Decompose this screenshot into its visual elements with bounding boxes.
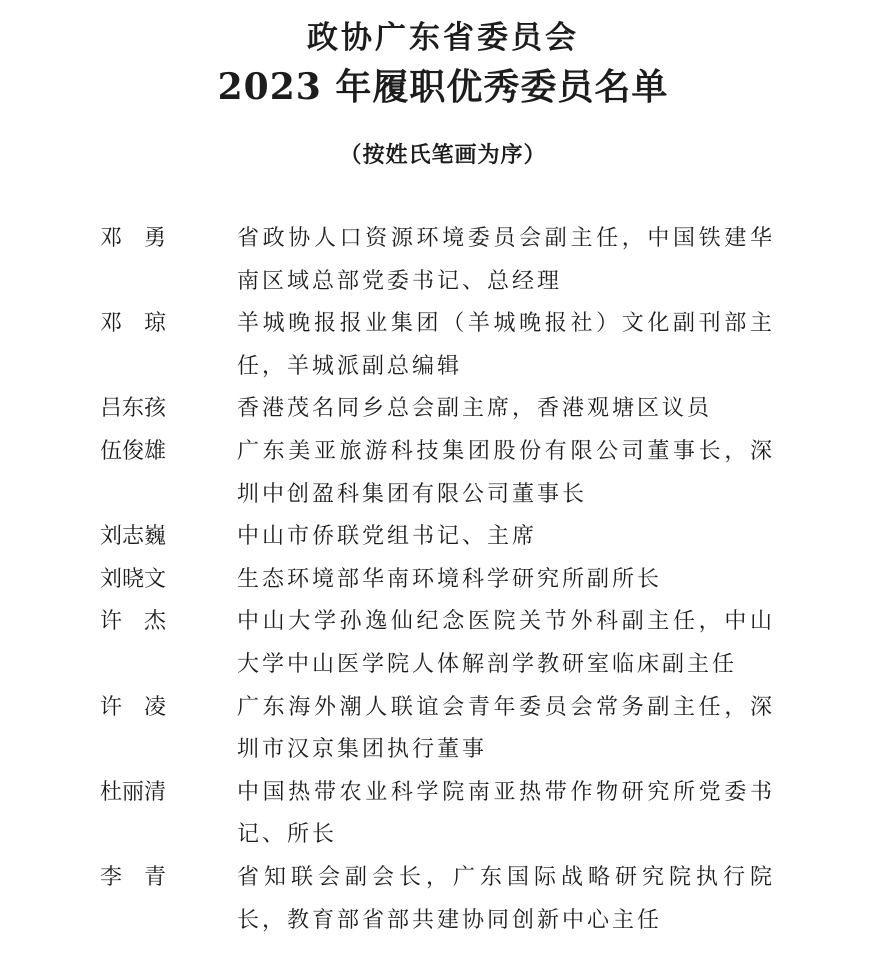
member-description: 省知联会副会长，广东国际战略研究院执行院长，教育部省部共建协同创新中心主任 — [237, 864, 775, 933]
member-name: 刘晓文 — [100, 566, 167, 592]
member-entry — [100, 388, 775, 431]
member-name: 许 凌 — [100, 694, 167, 720]
member-description: 中山市侨联党组书记、主席 — [237, 524, 538, 550]
member-entry — [100, 559, 775, 602]
member-description: 广东海外潮人联谊会青年委员会常务副主任，深圳市汉京集团执行董事 — [237, 694, 775, 763]
member-entry — [100, 303, 775, 388]
member-description: 中国热带农业科学院南亚热带作物研究所党委书记、所长 — [237, 779, 775, 848]
member-description: 生态环境部华南环境科学研究所副所长 — [237, 566, 663, 592]
member-name: 邓 勇 — [100, 226, 167, 251]
member-entry — [100, 601, 775, 686]
member-entry — [100, 687, 775, 772]
member-description: 省政协人口资源环境委员会副主任，中国铁建华南区域总部党委书记、总经理 — [237, 226, 775, 294]
document-subtitle: （按姓氏笔画为序） — [339, 142, 547, 168]
member-name: 杜丽清 — [100, 779, 167, 805]
member-name: 吕东孩 — [100, 396, 167, 422]
member-description: 中山大学孙逸仙纪念医院关节外科副主任，中山大学中山医学院人体解剖学教研室临床副主任 — [237, 609, 775, 677]
member-entry — [100, 857, 775, 942]
member-name: 许 杰 — [100, 609, 167, 635]
member-name: 李 青 — [100, 864, 167, 890]
member-description: 羊城晚报报业集团（羊城晚报社）文化副刊部主任，羊城派副总编辑 — [237, 311, 775, 379]
member-list — [100, 218, 775, 942]
member-description: 广东美亚旅游科技集团股份有限公司董事长，深圳中创盈科集团有限公司董事长 — [237, 438, 775, 507]
document-page — [0, 20, 886, 969]
member-entry — [100, 218, 775, 303]
member-name: 邓 琼 — [100, 311, 167, 337]
member-name: 伍俊雄 — [100, 438, 167, 464]
document-title-line1: 政协广东省委员会 — [307, 20, 579, 56]
member-entry — [100, 431, 775, 516]
document-title-line2: 2023 年履职优秀委员名单 — [217, 66, 669, 108]
member-name: 刘志巍 — [100, 524, 167, 550]
member-entry — [100, 516, 775, 559]
member-entry — [100, 772, 775, 857]
member-description: 香港茂名同乡总会副主席，香港观塘区议员 — [237, 396, 713, 422]
